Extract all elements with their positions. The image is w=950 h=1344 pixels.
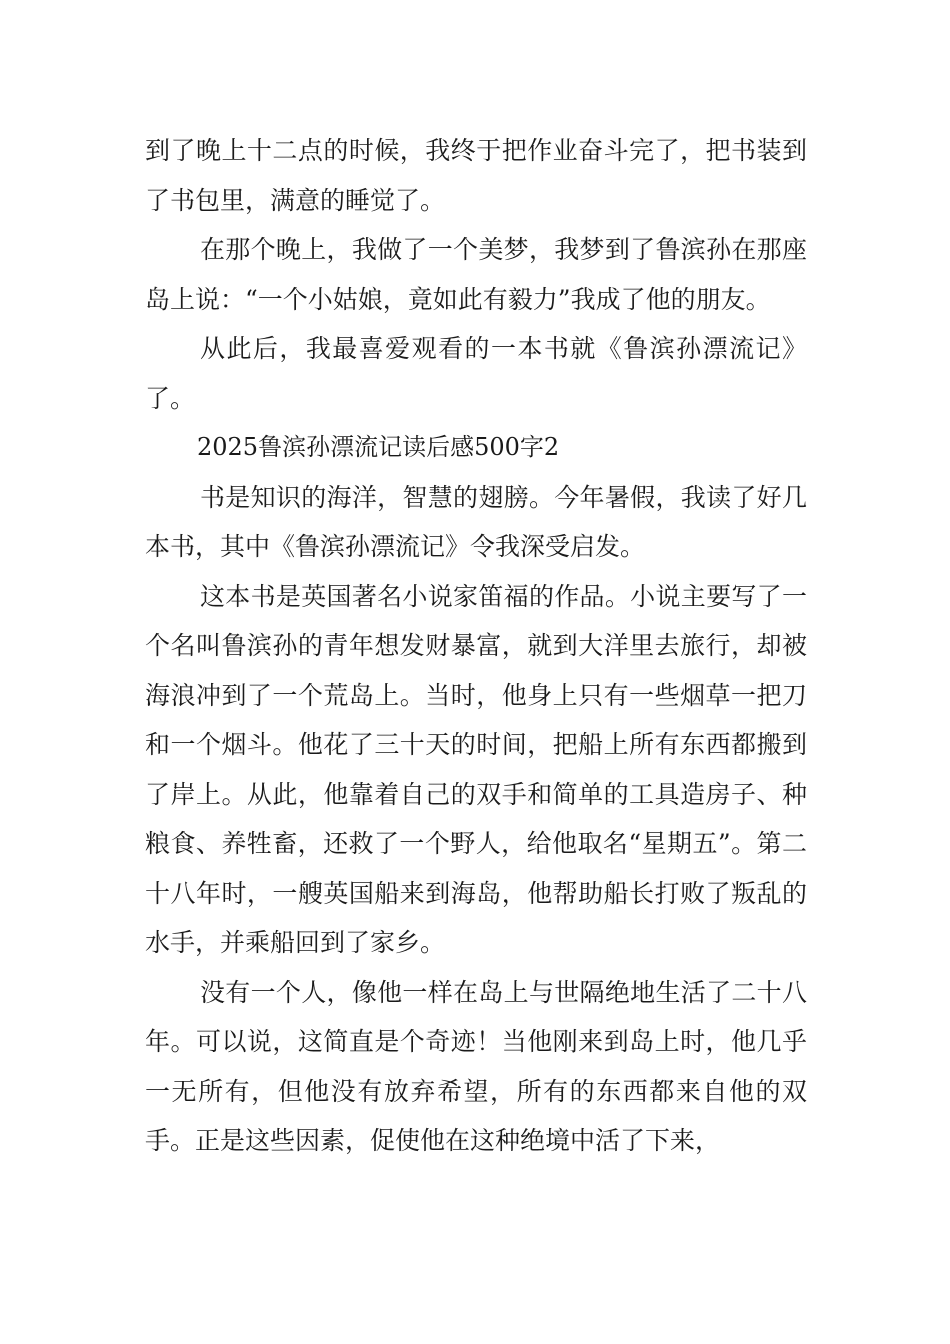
paragraph: 到了晚上十二点的时候，我终于把作业奋斗完了，把书装到了书包里，满意的睡觉了。 [145,136,807,215]
document-page [145,126,807,1166]
paragraph: 在那个晚上，我做了一个美梦，我梦到了鲁滨孙在那座岛上说：“一个小姑娘，竟如此有毅力”我成了他的朋友。 [145,235,807,314]
paragraph: 没有一个人，像他一样在岛上与世隔绝地生活了二十八年。可以说，这简直是个奇迹！当他刚来到岛上时，他几乎一无所有，但他没有放弃希望，所有的东西都来自他的双手。正是这些因素，促使他在这种绝境中活了下来， [145,977,807,1155]
paragraph: 书是知识的海洋，智慧的翅膀。今年暑假，我读了好几本书，其中《鲁滨孙漂流记》令我深受启发。 [145,482,807,561]
section-heading: 2025鲁滨孙漂流记读后感500字2 [197,433,560,461]
paragraph: 这本书是英国著名小说家笛福的作品。小说主要写了一个名叫鲁滨孙的青年想发财暴富，就到大洋里去旅行，却被海浪冲到了一个荒岛上。当时，他身上只有一些烟草一把刀和一个烟斗。他花了三十天的时间，把船上所有东西都搬到了岸上。从此，他靠着自己的双手和简单的工具造房子、种粮食、养牲畜，还救了一个野人，给他取名“星期五”。第二十八年时，一艘英国船来到海岛，他帮助船长打败了叛乱的水手，并乘船回到了家乡。 [145,581,807,957]
paragraph: 从此后，我最喜爱观看的一本书就《鲁滨孙漂流记》了。 [145,334,807,413]
